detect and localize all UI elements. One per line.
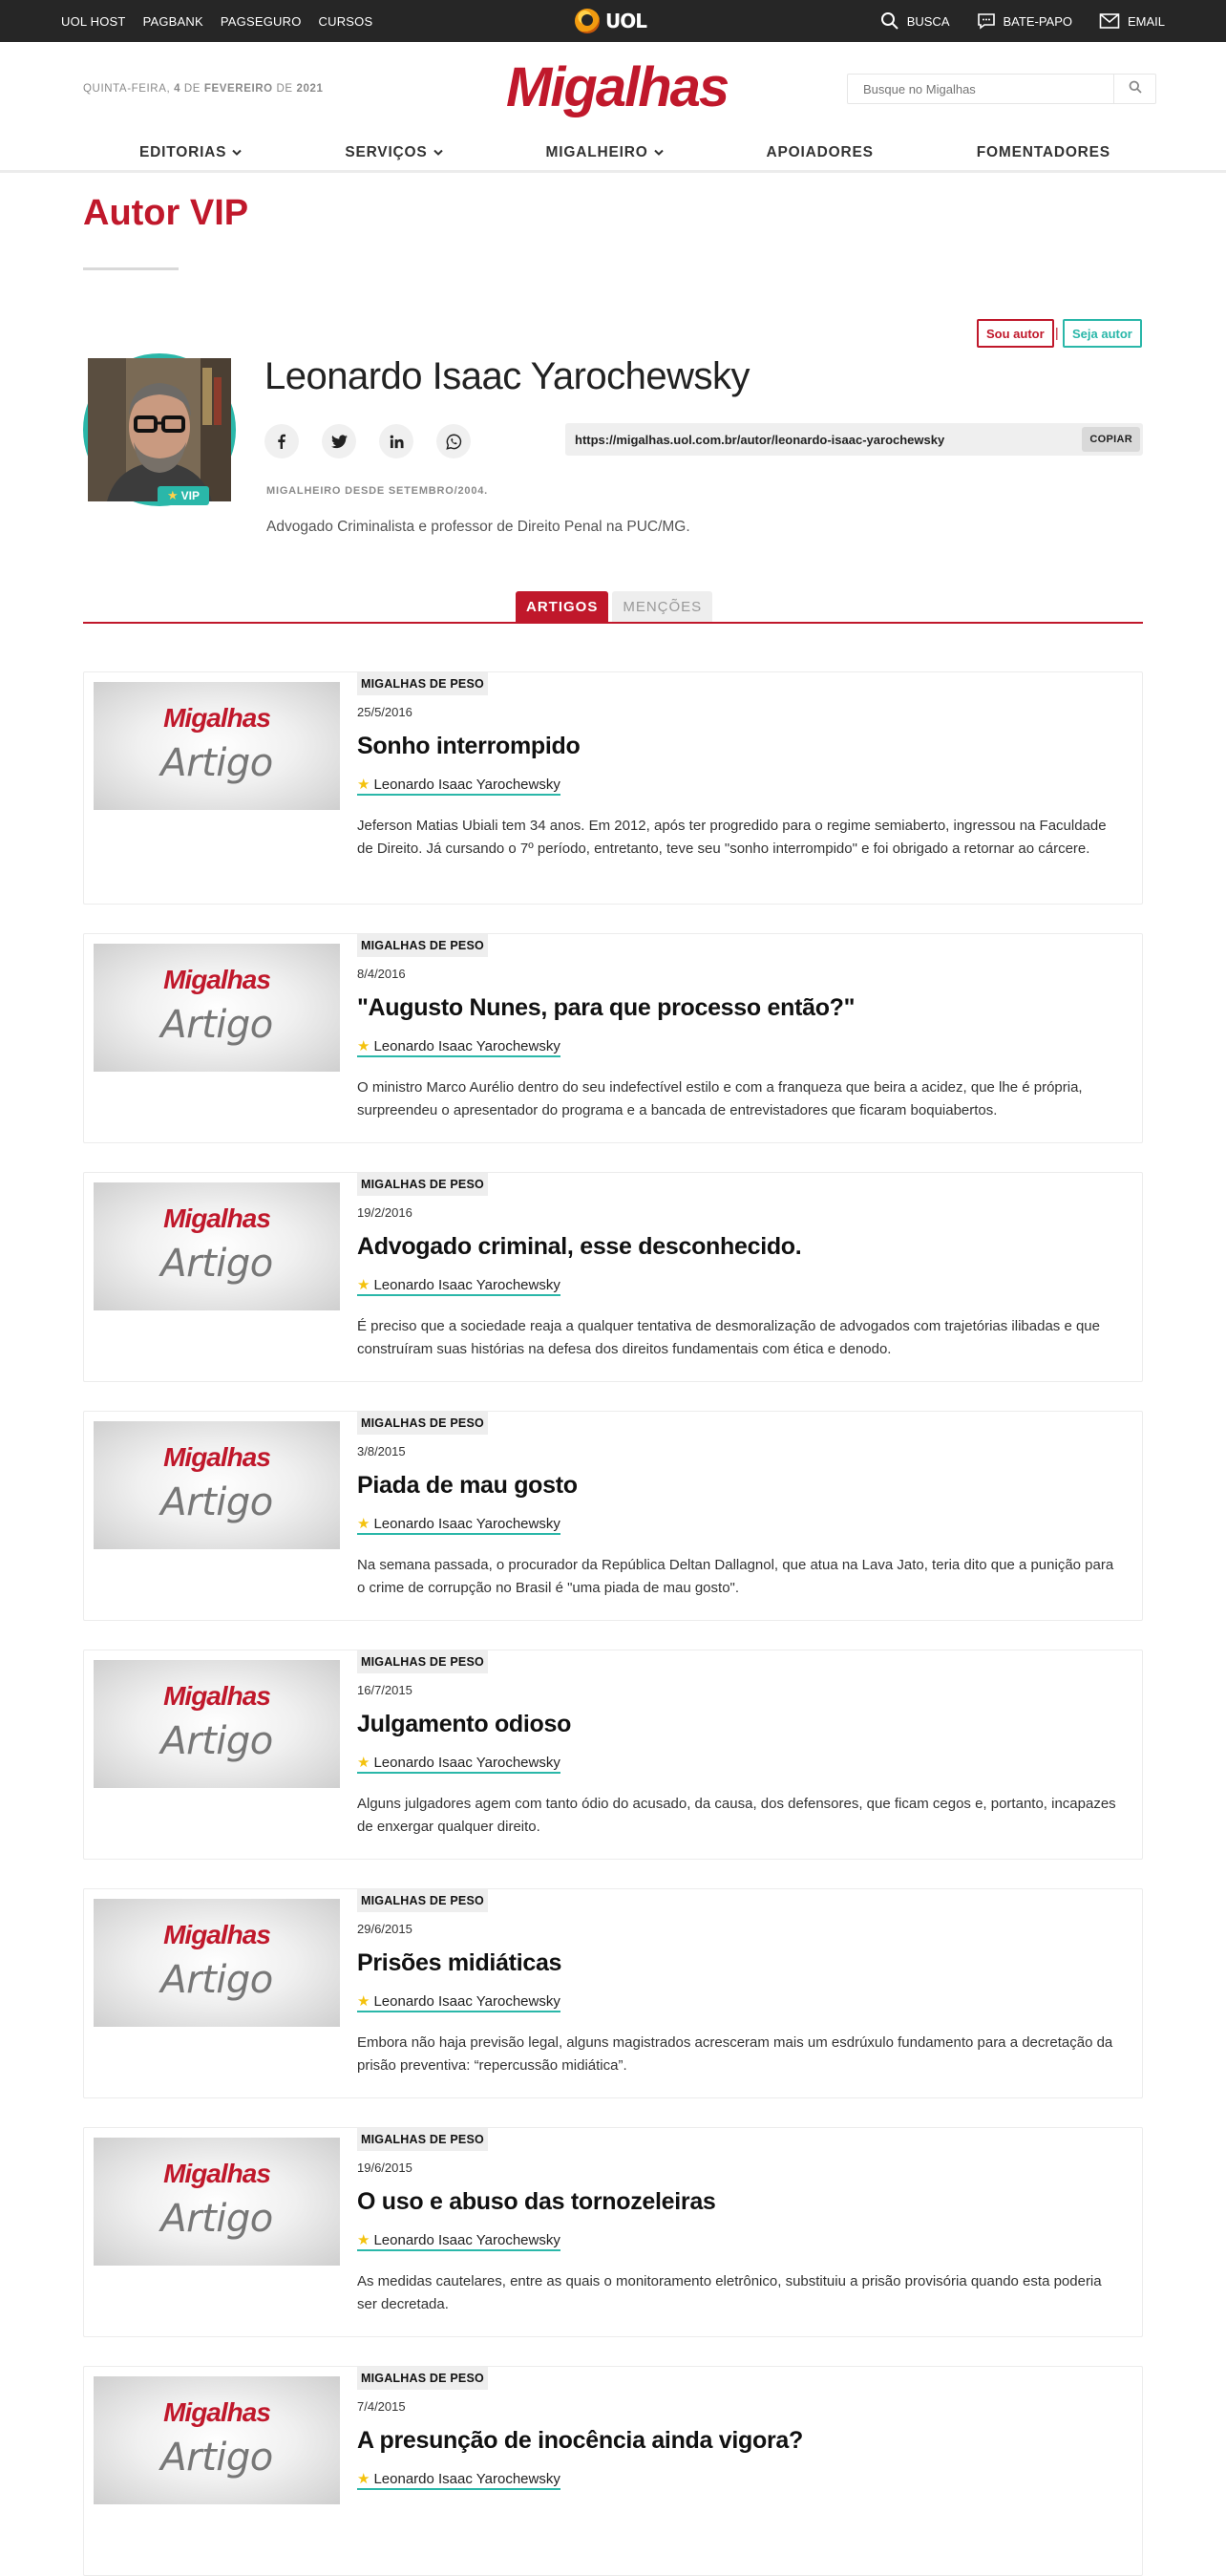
article-title[interactable]: Prisões midiáticas xyxy=(357,1949,562,1976)
uol-top-bar xyxy=(0,0,1226,42)
article-title[interactable]: Piada de mau gosto xyxy=(357,1472,578,1499)
thumbnail-brand: Migalhas xyxy=(163,1920,270,1949)
author-tabs xyxy=(516,591,712,622)
author-bio: Advogado Criminalista e professor de Direito Penal na PUC/MG. xyxy=(266,519,690,535)
article-card[interactable] xyxy=(83,671,1143,905)
article-author-name: Leonardo Isaac Yarochewsky xyxy=(373,1515,560,1532)
current-date xyxy=(83,83,324,95)
star-icon: ★ xyxy=(357,1755,370,1771)
migalhas-logo-text: Migalhas xyxy=(506,56,729,118)
star-icon: ★ xyxy=(357,1277,370,1293)
article-thumbnail[interactable] xyxy=(94,1899,340,2027)
twitter-icon[interactable] xyxy=(322,424,356,458)
article-excerpt: Jeferson Matias Ubiali tem 34 anos. Em 2012, após ter progredido para o regime semiaberto, ingressou na Faculdade de Direito. Já cursando o 7º período, entretanto, teve seu "sonho interrompido" e foi obrigado a retornar ao cárcere. xyxy=(357,818,1107,857)
vip-badge xyxy=(158,486,209,505)
article-author-name: Leonardo Isaac Yarochewsky xyxy=(373,1037,560,1054)
article-body xyxy=(357,934,1123,1122)
article-title[interactable]: Sonho interrompido xyxy=(357,733,581,759)
date-month: FEVEREIRO xyxy=(203,83,273,95)
seja-autor-button[interactable]: Seja autor xyxy=(1063,319,1142,348)
date-weekday: QUINTA-FEIRA, xyxy=(83,83,171,95)
star-icon: ★ xyxy=(357,777,370,793)
thumbnail-brand: Migalhas xyxy=(163,1681,270,1711)
article-card[interactable] xyxy=(83,1650,1143,1860)
article-body xyxy=(357,1650,1123,1839)
social-share xyxy=(264,424,471,458)
migalhas-logo[interactable] xyxy=(506,53,729,122)
article-card[interactable] xyxy=(83,1888,1143,2098)
article-category[interactable]: MIGALHAS DE PESO xyxy=(357,1889,488,1912)
nav-fomentadores[interactable] xyxy=(977,144,1110,161)
author-name: Leonardo Isaac Yarochewsky xyxy=(264,355,750,397)
article-thumbnail[interactable] xyxy=(94,1660,340,1788)
article-author-link[interactable] xyxy=(357,1992,560,2012)
article-category[interactable]: MIGALHAS DE PESO xyxy=(357,2128,488,2151)
search-icon xyxy=(1129,80,1142,98)
article-title[interactable]: O uso e abuso das tornozeleiras xyxy=(357,2188,716,2215)
article-author-link[interactable] xyxy=(357,1515,560,1535)
article-title[interactable]: A presunção de inocência ainda vigora? xyxy=(357,2427,803,2454)
article-author-link[interactable] xyxy=(357,1037,560,1057)
page-title: Autor VIP xyxy=(83,193,249,233)
article-thumbnail[interactable] xyxy=(94,1182,340,1310)
article-body xyxy=(357,1889,1123,2077)
chevron-down-icon xyxy=(433,144,443,161)
thumbnail-label: Artigo xyxy=(160,2436,273,2480)
uol-busca-label: BUSCA xyxy=(906,13,950,29)
article-card[interactable] xyxy=(83,1411,1143,1621)
author-buttons-separator: | xyxy=(1055,325,1059,340)
article-title[interactable]: Julgamento odioso xyxy=(357,1711,572,1737)
profile-url-box xyxy=(565,423,1143,456)
article-body xyxy=(357,2128,1123,2316)
thumbnail-label: Artigo xyxy=(160,1242,273,1286)
article-author-name: Leonardo Isaac Yarochewsky xyxy=(373,2231,560,2248)
star-icon: ★ xyxy=(357,2471,370,2487)
article-body xyxy=(357,672,1123,861)
article-category[interactable]: MIGALHAS DE PESO xyxy=(357,672,488,695)
article-thumbnail[interactable] xyxy=(94,2138,340,2266)
article-category[interactable]: MIGALHAS DE PESO xyxy=(357,1650,488,1673)
article-author-name: Leonardo Isaac Yarochewsky xyxy=(373,1992,560,2010)
uol-batepapo-label: BATE-PAPO xyxy=(1003,13,1072,29)
thumbnail-label: Artigo xyxy=(160,1003,273,1047)
date-year: 2021 xyxy=(296,83,324,95)
uol-link-host[interactable]: UOL HOST xyxy=(61,13,126,29)
article-title[interactable]: "Augusto Nunes, para que processo então?" xyxy=(357,994,856,1021)
uol-link-cursos[interactable]: CURSOS xyxy=(318,13,373,29)
facebook-icon[interactable] xyxy=(264,424,299,458)
uol-link-pagseguro[interactable]: PAGSEGURO xyxy=(220,13,302,29)
uol-busca-link[interactable] xyxy=(880,11,950,31)
thumbnail-label: Artigo xyxy=(160,2197,273,2241)
uol-email-link[interactable] xyxy=(1099,12,1165,30)
nav-apoiadores[interactable] xyxy=(767,144,874,161)
search-button[interactable] xyxy=(1113,75,1155,103)
article-body xyxy=(357,1412,1123,1600)
article-author-link[interactable] xyxy=(357,2231,560,2251)
chevron-down-icon xyxy=(654,144,664,161)
article-thumbnail[interactable] xyxy=(94,2376,340,2504)
article-category[interactable]: MIGALHAS DE PESO xyxy=(357,1412,488,1435)
nav-divider xyxy=(0,170,1226,173)
article-date: 8/4/2016 xyxy=(357,967,406,981)
thumbnail-label: Artigo xyxy=(160,1719,273,1763)
search-input[interactable] xyxy=(848,75,1113,103)
tab-mencoes[interactable]: MENÇÕES xyxy=(612,591,712,622)
nav-fomentadores-label: FOMENTADORES xyxy=(976,144,1110,160)
article-category[interactable]: MIGALHAS DE PESO xyxy=(357,2367,488,2390)
article-author-link[interactable] xyxy=(357,776,560,796)
article-author-link[interactable] xyxy=(357,2470,560,2490)
article-excerpt: Alguns julgadores agem com tanto ódio do acusado, da causa, dos defensores, que ficam cegos e, portanto, incapazes de enxergar qualquer direito. xyxy=(357,1796,1116,1835)
article-thumbnail[interactable] xyxy=(94,682,340,810)
nav-apoiadores-label: APOIADORES xyxy=(766,144,874,160)
article-date: 16/7/2015 xyxy=(357,1683,412,1697)
article-date: 7/4/2015 xyxy=(357,2399,406,2414)
nav-migalheiro[interactable] xyxy=(546,144,664,161)
date-de: DE xyxy=(183,83,201,95)
copy-button[interactable]: COPIAR xyxy=(1082,427,1140,452)
article-body xyxy=(357,1173,1123,1361)
article-author-name: Leonardo Isaac Yarochewsky xyxy=(373,1754,560,1771)
sou-autor-button[interactable]: Sou autor xyxy=(977,319,1054,348)
star-icon: ★ xyxy=(357,1038,370,1054)
thumbnail-label: Artigo xyxy=(160,1958,273,2002)
uol-batepapo-link[interactable] xyxy=(977,11,1072,31)
article-author-link[interactable] xyxy=(357,1754,560,1774)
nav-migalheiro-label: MIGALHEIRO xyxy=(545,144,648,160)
profile-url[interactable]: https://migalhas.uol.com.br/autor/leonardo-isaac-yarochewsky xyxy=(575,432,945,447)
article-author-name: Leonardo Isaac Yarochewsky xyxy=(373,2470,560,2487)
tab-artigos[interactable]: ARTIGOS xyxy=(516,591,608,622)
date-day: 4 xyxy=(174,83,181,95)
article-title[interactable]: Advogado criminal, esse desconhecido. xyxy=(357,1233,802,1260)
thumbnail-brand: Migalhas xyxy=(163,1442,270,1472)
main-nav xyxy=(83,136,1143,170)
article-date: 29/6/2015 xyxy=(357,1922,412,1936)
nav-editorias-label: EDITORIAS xyxy=(139,144,227,160)
article-date: 25/5/2016 xyxy=(357,705,412,719)
article-category[interactable]: MIGALHAS DE PESO xyxy=(357,934,488,957)
thumbnail-brand: Migalhas xyxy=(163,703,270,733)
article-thumbnail[interactable] xyxy=(94,944,340,1072)
article-date: 19/6/2015 xyxy=(357,2161,412,2175)
site-header xyxy=(0,42,1226,172)
article-author-link[interactable] xyxy=(357,1276,560,1296)
thumbnail-brand: Migalhas xyxy=(163,2397,270,2427)
article-body xyxy=(357,2367,1123,2490)
article-excerpt: As medidas cautelares, entre as quais o monitoramento eletrônico, substituiu a prisão provisória quando esta poderia ser decretada. xyxy=(357,2273,1102,2312)
nav-servicos[interactable] xyxy=(345,144,442,161)
date-de: DE xyxy=(276,83,293,95)
article-author-name: Leonardo Isaac Yarochewsky xyxy=(373,776,560,793)
star-icon: ★ xyxy=(357,1516,370,1532)
vip-label: VIP xyxy=(180,489,200,502)
whatsapp-icon[interactable] xyxy=(436,424,471,458)
article-card[interactable] xyxy=(83,2127,1143,2337)
nav-servicos-label: SERVIÇOS xyxy=(345,144,428,160)
title-underline xyxy=(83,267,179,270)
thumbnail-label: Artigo xyxy=(160,1480,273,1524)
article-date: 3/8/2015 xyxy=(357,1444,406,1458)
uol-right-links xyxy=(880,0,1165,42)
uol-logo-text: UOL xyxy=(605,10,646,32)
article-author-name: Leonardo Isaac Yarochewsky xyxy=(373,1276,560,1293)
uol-link-pagbank[interactable]: PAGBANK xyxy=(142,13,203,29)
article-card[interactable] xyxy=(83,2366,1143,2576)
member-since: MIGALHEIRO DESDE SETEMBRO/2004. xyxy=(266,485,489,497)
uol-links xyxy=(61,0,372,42)
chevron-down-icon xyxy=(232,144,242,161)
thumbnail-label: Artigo xyxy=(160,741,273,785)
thumbnail-brand: Migalhas xyxy=(163,965,270,994)
search-icon xyxy=(880,11,899,31)
mail-icon xyxy=(1099,12,1120,30)
article-card[interactable] xyxy=(83,933,1143,1143)
search-box xyxy=(847,74,1156,104)
linkedin-icon[interactable] xyxy=(379,424,413,458)
author-photo xyxy=(88,358,231,501)
star-icon: ★ xyxy=(357,2232,370,2248)
article-date: 19/2/2016 xyxy=(357,1205,412,1220)
tabs-divider xyxy=(83,622,1143,624)
article-excerpt: Na semana passada, o procurador da República Deltan Dallagnol, que atua na Lava Jato, teria dito que a punição para o crime de corrupção no Brasil é "uma piada de mau gosto". xyxy=(357,1557,1114,1596)
uol-email-label: EMAIL xyxy=(1127,13,1165,29)
avatar xyxy=(83,353,236,506)
star-icon: ★ xyxy=(167,488,179,502)
article-thumbnail[interactable] xyxy=(94,1421,340,1549)
article-card[interactable] xyxy=(83,1172,1143,1382)
article-category[interactable]: MIGALHAS DE PESO xyxy=(357,1173,488,1196)
uol-ball-icon xyxy=(575,9,600,33)
article-excerpt: Embora não haja previsão legal, alguns magistrados acresceram mais um esdrúxulo fundamento para a decretação da prisão preventiva: “repercussão midiática”. xyxy=(357,2034,1113,2074)
article-excerpt: O ministro Marco Aurélio dentro do seu indefectível estilo e com a franqueza que beira a acidez, que lhe é própria, surpreendeu o apresentador do programa e a bancada de entrevistadores que ficaram boquiabertos. xyxy=(357,1079,1083,1118)
star-icon: ★ xyxy=(357,1993,370,2010)
uol-logo[interactable] xyxy=(575,8,646,34)
thumbnail-brand: Migalhas xyxy=(163,2159,270,2188)
thumbnail-brand: Migalhas xyxy=(163,1203,270,1233)
nav-editorias[interactable] xyxy=(139,144,242,161)
chat-icon xyxy=(977,11,996,31)
article-excerpt: É preciso que a sociedade reaja a qualquer tentativa de desmoralização de advogados com trajetórias ilibadas e que construíram suas histórias na defesa dos direitos fundamentais com ética e denodo. xyxy=(357,1318,1100,1357)
